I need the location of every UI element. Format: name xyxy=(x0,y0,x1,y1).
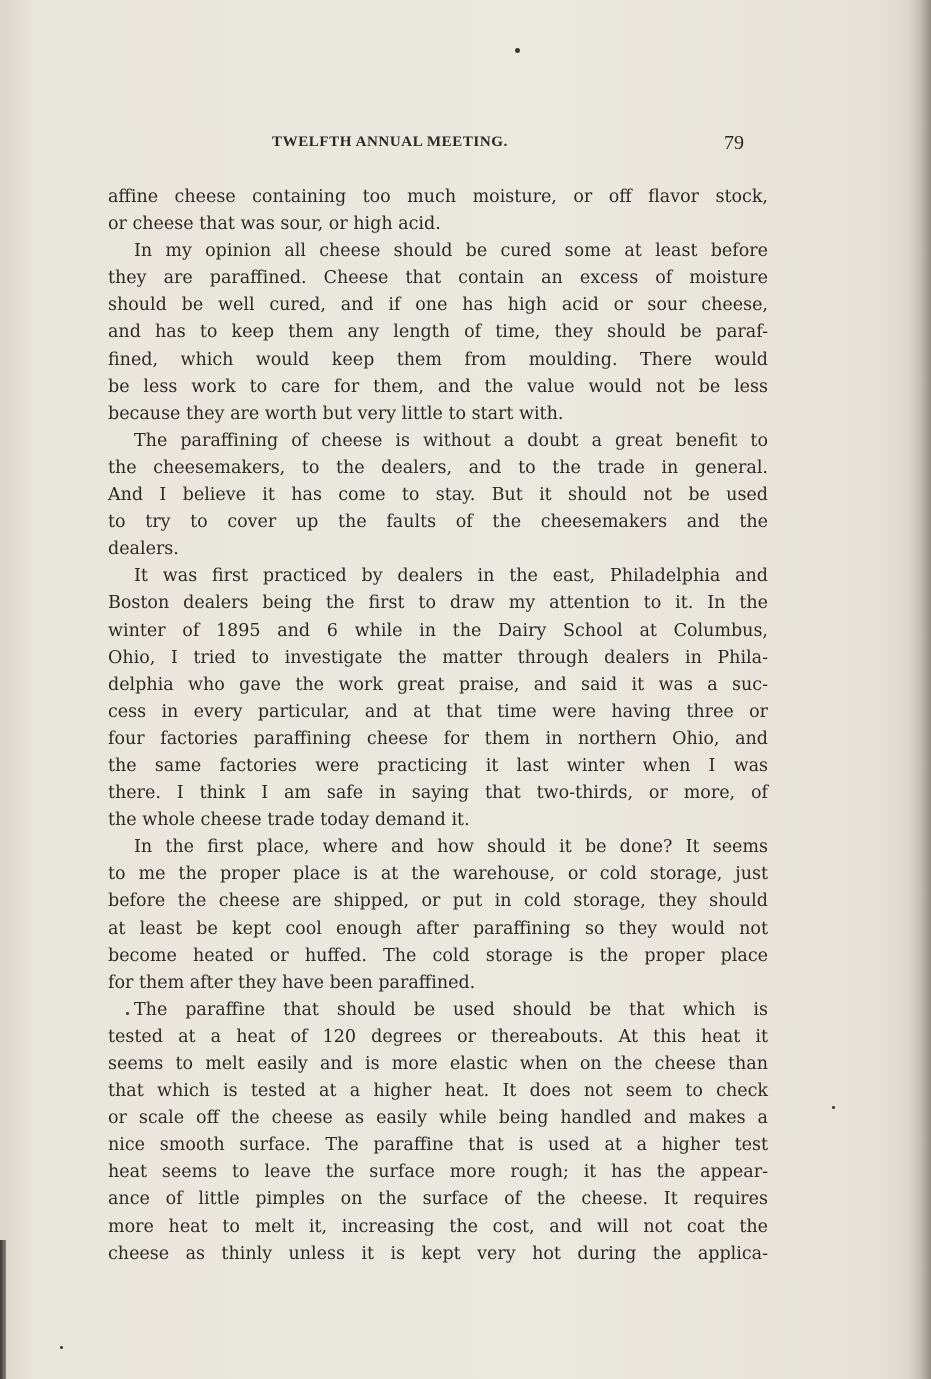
text-line: cheese as thinly unless it is kept very hot during the applica- xyxy=(108,1243,768,1264)
text-line: should be well cured, and if one has high acid or sour cheese, xyxy=(108,295,768,316)
text-line: and has to keep them any length of time, they should be paraf- xyxy=(108,322,768,343)
page-number: 79 xyxy=(724,132,744,154)
text-line: It was first practiced by dealers in the east, Philadelphia and xyxy=(134,566,768,587)
text-line: dealers. xyxy=(108,539,179,560)
text-line: And I believe it has come to stay. But it should not be used xyxy=(108,485,768,506)
text-line: heat seems to leave the surface more rough; it has the appear- xyxy=(108,1162,768,1183)
text-line: cess in every particular, and at that time were having three or xyxy=(108,701,768,722)
text-line: Boston dealers being the first to draw my attention to it. In the xyxy=(108,593,768,614)
body-text xyxy=(108,184,768,1268)
text-line: tested at a heat of 120 degrees or thereabouts. At this heat it xyxy=(108,1026,768,1047)
text-line: to try to cover up the faults of the cheesemakers and the xyxy=(108,512,768,533)
ink-speck xyxy=(832,1106,835,1109)
text-line: seems to melt easily and is more elastic when on the cheese than xyxy=(108,1054,768,1074)
text-line: or cheese that was sour, or high acid. xyxy=(108,214,441,235)
text-line: In the first place, where and how should it be done? It seems xyxy=(134,837,768,858)
text-line: the cheesemakers, to the dealers, and to the trade in general. xyxy=(108,457,768,478)
text-line: there. I think I am safe in saying that two-thirds, or more, of xyxy=(108,783,768,804)
text-line: ance of little pimples on the surface of the cheese. It requires xyxy=(108,1189,768,1210)
text-line: to me the proper place is at the warehouse, or cold storage, just xyxy=(108,864,768,885)
text-line: they are paraffined. Cheese that contain an excess of moisture xyxy=(108,268,768,289)
ink-speck xyxy=(60,1346,63,1349)
text-line: before the cheese are shipped, or put in cold storage, they should xyxy=(108,891,768,912)
text-line: for them after they have been paraffined. xyxy=(108,972,476,993)
text-line: winter of 1895 and 6 while in the Dairy School at Columbus, xyxy=(108,620,768,641)
text-line: In my opinion all cheese should be cured some at least before xyxy=(134,241,768,262)
text-line: become heated or huffed. The cold storage is the proper place xyxy=(108,945,768,966)
text-line: four factories paraffining cheese for them in northern Ohio, and xyxy=(108,728,768,749)
text-line: that which is tested at a higher heat. It does not seem to check xyxy=(108,1081,768,1102)
text-line: at least be kept cool enough after paraffining so they would not xyxy=(108,918,768,939)
text-line: Ohio, I tried to investigate the matter through dealers in Phila- xyxy=(108,647,768,668)
text-line: affine cheese containing too much moisture, or off flavor stock, xyxy=(108,187,768,207)
text-line: nice smooth surface. The paraffine that is used at a higher test xyxy=(108,1135,768,1156)
text-line: fined, which would keep them from moulding. There would xyxy=(108,349,768,370)
text-line: more heat to melt it, increasing the cost, and will not coat the xyxy=(108,1216,768,1237)
running-title: TWELFTH ANNUAL MEETING. xyxy=(272,134,508,150)
ink-speck xyxy=(515,48,520,53)
running-header xyxy=(108,134,744,158)
text-line: delphia who gave the work great praise, and said it was a suc- xyxy=(108,674,768,695)
text-line: be less work to care for them, and the value would not be less xyxy=(108,376,768,397)
page-edge-shadow xyxy=(909,0,931,1379)
text-line: the whole cheese trade today demand it. xyxy=(108,810,470,831)
text-line: The paraffine that should be used should be that which is xyxy=(134,999,768,1020)
text-line: The paraffining of cheese is without a doubt a great benefit to xyxy=(134,430,768,451)
text-line: because they are worth but very little to start with. xyxy=(108,403,564,424)
binding-edge xyxy=(0,1240,6,1379)
text-line: or scale off the cheese as easily while being handled and makes a xyxy=(108,1108,768,1129)
text-line: the same factories were practicing it last winter when I was xyxy=(108,755,768,776)
